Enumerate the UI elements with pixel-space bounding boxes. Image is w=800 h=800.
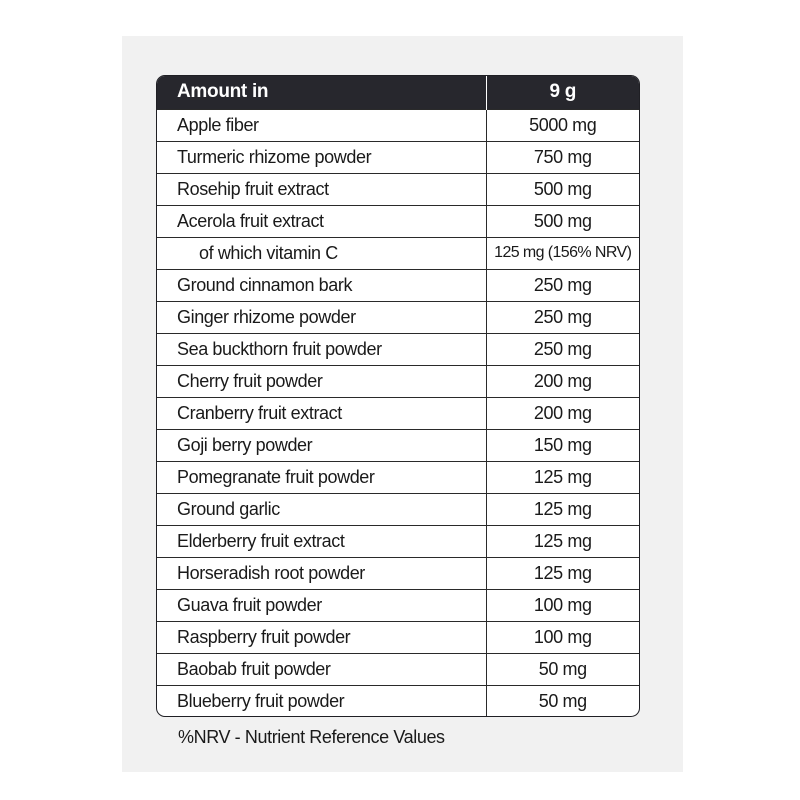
ingredient-name: Turmeric rhizome powder	[157, 141, 486, 173]
ingredient-name: Blueberry fruit powder	[157, 685, 486, 717]
ingredient-amount: 500 mg	[486, 205, 639, 237]
table-header-row	[157, 76, 639, 109]
ingredient-amount: 50 mg	[486, 685, 639, 717]
ingredient-amount: 100 mg	[486, 589, 639, 621]
header-amount: 9 g	[486, 76, 639, 109]
header-ingredient: Amount in	[177, 81, 269, 103]
ingredient-amount: 250 mg	[486, 269, 639, 301]
ingredients-table	[157, 76, 639, 717]
ingredient-name: Goji berry powder	[157, 429, 486, 461]
ingredient-amount: 200 mg	[486, 397, 639, 429]
table-row	[157, 653, 639, 685]
table-row	[157, 365, 639, 397]
table-row	[157, 461, 639, 493]
ingredient-amount: 125 mg	[486, 557, 639, 589]
table-row	[157, 589, 639, 621]
ingredient-amount: 50 mg	[486, 653, 639, 685]
ingredient-name: Elderberry fruit extract	[157, 525, 486, 557]
ingredient-name: Acerola fruit extract	[157, 205, 486, 237]
ingredient-name: Ground garlic	[157, 493, 486, 525]
table-row	[157, 173, 639, 205]
table-row	[157, 237, 639, 269]
ingredient-amount: 5000 mg	[486, 109, 639, 141]
table-row	[157, 493, 639, 525]
ingredient-name: Apple fiber	[157, 109, 486, 141]
ingredient-amount: 750 mg	[486, 141, 639, 173]
ingredient-amount: 125 mg (156% NRV)	[486, 237, 639, 269]
table-row	[157, 397, 639, 429]
table-row	[157, 109, 639, 141]
ingredient-amount: 100 mg	[486, 621, 639, 653]
table-row	[157, 685, 639, 717]
ingredients-table-container	[156, 75, 640, 717]
ingredient-name: Cranberry fruit extract	[157, 397, 486, 429]
ingredient-amount: 125 mg	[486, 493, 639, 525]
ingredient-amount: 125 mg	[486, 461, 639, 493]
ingredient-amount: 250 mg	[486, 301, 639, 333]
nrv-footnote: %NRV - Nutrient Reference Values	[178, 727, 445, 747]
ingredient-name: Rosehip fruit extract	[157, 173, 486, 205]
table-row	[157, 429, 639, 461]
ingredient-name: of which vitamin C	[157, 237, 486, 269]
ingredient-name: Baobab fruit powder	[157, 653, 486, 685]
table-row	[157, 141, 639, 173]
table-row	[157, 269, 639, 301]
ingredient-name: Horseradish root powder	[157, 557, 486, 589]
ingredient-amount: 150 mg	[486, 429, 639, 461]
table-row	[157, 333, 639, 365]
table-row	[157, 301, 639, 333]
ingredient-name: Raspberry fruit powder	[157, 621, 486, 653]
ingredient-name: Guava fruit powder	[157, 589, 486, 621]
table-row	[157, 557, 639, 589]
ingredient-name: Ginger rhizome powder	[157, 301, 486, 333]
ingredient-amount: 500 mg	[486, 173, 639, 205]
table-row	[157, 621, 639, 653]
ingredient-amount: 125 mg	[486, 525, 639, 557]
table-row	[157, 205, 639, 237]
ingredient-amount: 200 mg	[486, 365, 639, 397]
ingredient-name: Pomegranate fruit powder	[157, 461, 486, 493]
ingredient-name: Ground cinnamon bark	[157, 269, 486, 301]
ingredient-amount: 250 mg	[486, 333, 639, 365]
table-row	[157, 525, 639, 557]
ingredient-name: Sea buckthorn fruit powder	[157, 333, 486, 365]
ingredient-name: Cherry fruit powder	[157, 365, 486, 397]
